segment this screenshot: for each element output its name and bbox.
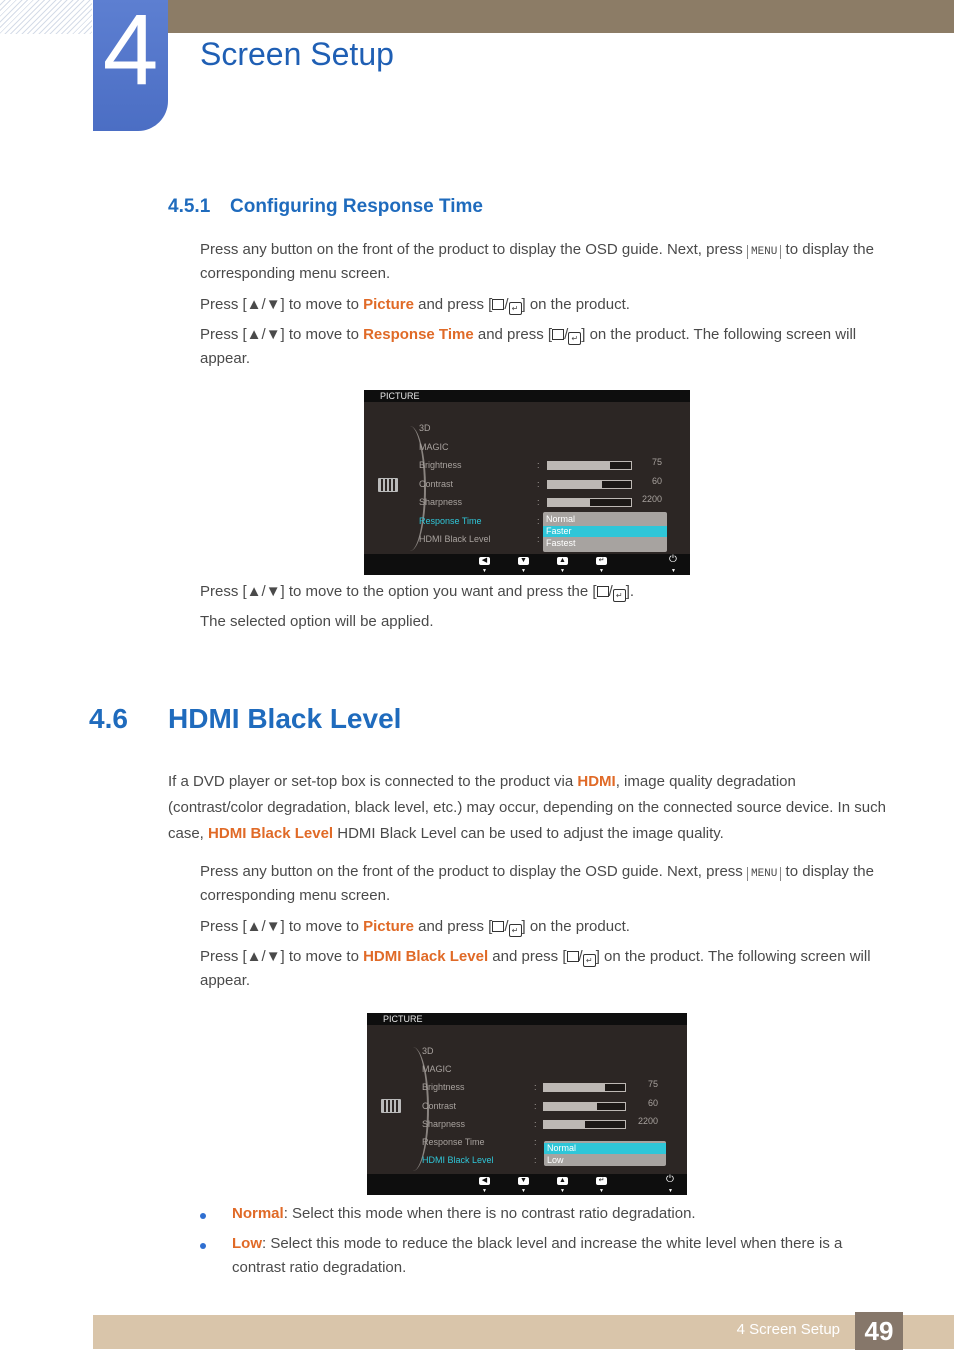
menu-key: MENU: [747, 245, 781, 259]
osd-colon: :: [534, 1118, 537, 1129]
osd-value-bar[interactable]: [543, 1120, 626, 1129]
osd-colon: :: [537, 478, 540, 489]
osd-button-marker: ▼: [521, 568, 526, 574]
osd-button-marker: ▼: [482, 1188, 487, 1194]
osd-footer: [367, 1174, 687, 1195]
osd-menu-item[interactable]: HDMI Black Level: [422, 1155, 494, 1166]
intro-paragraph: If a DVD player or set-top box is connected to the product via HDMI, image quality degradation (contrast/color degradation, black level, etc.) may occur, depending on the connected source device. In such case, HDMI Black Level HDMI Black Level can be used to adjust the image quality.: [168, 773, 886, 842]
osd-button-marker: ▼: [482, 568, 487, 574]
osd-dropdown-option[interactable]: Fastest: [546, 538, 576, 548]
osd-button-marker: ▼: [599, 568, 604, 574]
osd-colon: :: [534, 1082, 537, 1093]
source-button-icon: [597, 586, 609, 597]
osd-menu-item[interactable]: HDMI Black Level: [419, 534, 491, 544]
osd-dropdown-option[interactable]: Normal: [544, 1143, 666, 1154]
section-number: 4.5.1: [168, 196, 211, 217]
step-paragraph: Press [▲/▼] to move to HDMI Black Level and press [ / ↵ ] on the product. The following screen will appear.: [200, 948, 871, 989]
up-arrow-button-icon[interactable]: ▲: [557, 557, 568, 565]
osd-value-bar-fill: [544, 1103, 597, 1110]
down-arrow-button-icon[interactable]: ▼: [518, 1177, 529, 1185]
chapter-tab: [93, 0, 168, 131]
source-button-icon: [552, 329, 564, 340]
osd-menu-item[interactable]: 3D: [419, 423, 431, 433]
response-time-dropdown[interactable]: [543, 512, 667, 552]
chapter-number: 4: [102, 0, 159, 106]
osd-value-bar-fill: [544, 1121, 585, 1128]
highlight-term: HDMI Black Level: [363, 948, 489, 965]
highlight-term: Picture: [363, 918, 414, 935]
section-number: 4.6: [89, 703, 128, 734]
osd-menu-item[interactable]: Contrast: [419, 478, 454, 489]
menu-key: MENU: [747, 867, 781, 881]
step-paragraph: The selected option will be applied.: [200, 613, 434, 630]
osd-menu-item[interactable]: Sharpness: [422, 1118, 466, 1129]
step-paragraph: Press [▲/▼] to move to Response Time and press [ / ↵ ] on the product. The following screen will appear.: [200, 326, 857, 367]
osd-menu-item[interactable]: Response Time: [419, 515, 482, 526]
osd-button-marker: ▼: [560, 1188, 565, 1194]
osd-value-number: 2200: [641, 494, 662, 504]
osd-value-bar[interactable]: [547, 461, 632, 470]
osd-button-marker: ▼: [560, 568, 565, 574]
osd-value-bar-fill: [548, 481, 602, 488]
step-paragraph: Press [▲/▼] to move to the option you want and press the [ / ↵ ].: [200, 583, 635, 600]
hdmi-black-level-dropdown[interactable]: [544, 1141, 666, 1166]
highlight-term: Response Time: [363, 326, 474, 343]
enter-button-icon: ↵: [568, 332, 581, 345]
osd-colon: :: [534, 1137, 537, 1147]
osd-menu-item[interactable]: Sharpness: [419, 497, 463, 507]
section-heading-4-6: [89, 703, 401, 735]
osd-button-marker: ▼: [599, 1188, 604, 1194]
osd-button-marker: ▼: [668, 1188, 673, 1194]
source-button-icon: [492, 299, 504, 310]
left-arrow-button-icon[interactable]: ◀: [479, 557, 490, 565]
footer-chapter-label: 4 Screen Setup: [736, 1321, 840, 1338]
step-paragraph: Press [▲/▼] to move to Picture and press [ / ↵ ] on the product.: [200, 296, 630, 313]
osd-colon: :: [537, 515, 540, 526]
bullet-marker: [200, 1243, 206, 1249]
osd-dropdown-option[interactable]: Normal: [546, 514, 576, 524]
up-arrow-button-icon[interactable]: ▲: [557, 1177, 568, 1185]
header-hatch-pattern: [0, 0, 92, 34]
osd-value-number: 2200: [637, 1115, 658, 1126]
osd-colon: :: [534, 1155, 537, 1166]
osd-colon: :: [537, 497, 540, 507]
enter-button-icon[interactable]: ↵: [596, 557, 607, 565]
bullet-item-normal: Normal: Select this mode when there is no contrast ratio degradation.: [232, 1205, 696, 1222]
header-bar: [168, 0, 954, 33]
osd-dropdown-option[interactable]: Faster: [543, 526, 667, 537]
osd-value-number: 60: [651, 475, 662, 486]
osd-value-bar-fill: [548, 499, 590, 506]
step-paragraph: Press any button on the front of the product to display the OSD guide. Next, press MENU to display the corresponding menu screen.: [200, 863, 874, 904]
source-button-icon: [492, 921, 504, 932]
osd-menu-item[interactable]: Contrast: [422, 1100, 457, 1111]
osd-header: PICTURE: [367, 1013, 687, 1025]
osd-screen-response-time: [364, 390, 690, 575]
enter-button-icon: ↵: [613, 589, 626, 602]
osd-value-bar-fill: [544, 1084, 605, 1091]
highlight-term: HDMI: [577, 773, 616, 790]
osd-colon: :: [537, 534, 540, 544]
osd-value-bar[interactable]: [543, 1102, 626, 1111]
osd-value-bar-fill: [548, 462, 610, 469]
enter-button-icon: ↵: [509, 924, 522, 937]
osd-button-marker: ▼: [521, 1188, 526, 1194]
section-title: Configuring Response Time: [230, 196, 484, 217]
osd-value-bar[interactable]: [547, 480, 632, 489]
osd-button-marker: ▼: [671, 568, 676, 574]
left-arrow-button-icon[interactable]: ◀: [479, 1177, 490, 1185]
step-paragraph: Press any button on the front of the product to display the OSD guide. Next, press MENU to display the corresponding menu screen.: [200, 241, 874, 282]
osd-header: PICTURE: [364, 390, 690, 402]
osd-menu-item[interactable]: Brightness: [422, 1082, 465, 1093]
osd-value-number: 75: [647, 1079, 658, 1090]
osd-screen-hdmi-black-level: [367, 1013, 687, 1195]
page-number: 49: [855, 1312, 903, 1350]
highlight-term: HDMI Black Level: [208, 825, 334, 842]
osd-dropdown-option[interactable]: Low: [547, 1155, 564, 1165]
osd-menu-item[interactable]: 3D: [422, 1046, 434, 1056]
enter-button-icon: ↵: [583, 954, 596, 967]
osd-menu-item[interactable]: Response Time: [422, 1137, 485, 1147]
source-button-icon: [567, 951, 579, 962]
osd-value-bar[interactable]: [547, 498, 632, 507]
osd-menu-item[interactable]: MAGIC: [419, 441, 449, 452]
osd-value-number: 75: [651, 457, 662, 467]
power-button-icon[interactable]: ⏻: [669, 554, 677, 565]
section-heading-4-5-1: [168, 196, 483, 218]
osd-value-bar[interactable]: [543, 1083, 626, 1092]
osd-colon: :: [534, 1100, 537, 1111]
bullet-marker: [200, 1213, 206, 1219]
highlight-term: Picture: [363, 296, 414, 313]
down-arrow-button-icon[interactable]: ▼: [518, 557, 529, 565]
osd-footer: [364, 554, 690, 575]
osd-menu-item[interactable]: Brightness: [419, 460, 462, 470]
section-title: HDMI Black Level: [168, 703, 402, 734]
enter-button-icon[interactable]: ↵: [596, 1177, 607, 1185]
enter-button-icon: ↵: [509, 302, 522, 315]
osd-menu-item[interactable]: MAGIC: [422, 1064, 452, 1075]
chapter-title: Screen Setup: [200, 36, 394, 72]
power-button-icon[interactable]: ⏻: [666, 1174, 674, 1185]
step-paragraph: Press [▲/▼] to move to Picture and press [ / ↵ ] on the product.: [200, 918, 630, 935]
osd-value-number: 60: [647, 1097, 658, 1108]
bullet-item-low: Low: Select this mode to reduce the black level and increase the white level when there is a contrast ratio degradation.: [232, 1235, 843, 1276]
osd-colon: :: [537, 460, 540, 470]
